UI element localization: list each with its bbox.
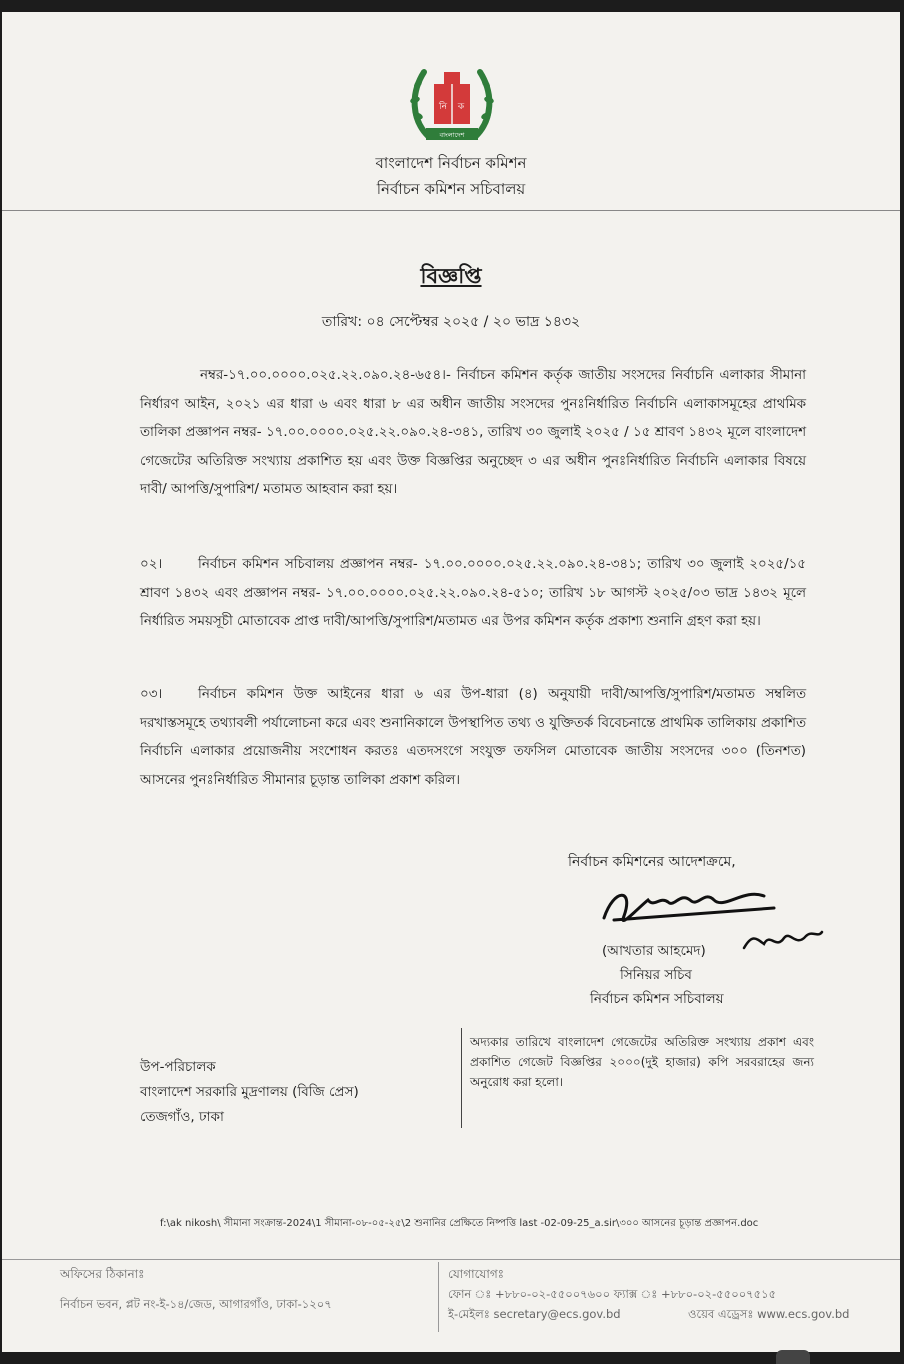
recipient-location: তেজগাঁও, ঢাকা xyxy=(140,1109,224,1125)
phone-fax: ফোন ঃ +৮৮০-০২-৫৫০০৭৬০০ ফ্যাক্স ঃ +৮৮০-০২-৫৫০০৭৫১৫ xyxy=(448,1287,777,1301)
paragraph-3 xyxy=(140,681,806,795)
request-note: অদ্যকার তারিখে বাংলাদেশ গেজেটের অতিরিক্ত সংখ্যায় প্রকাশ এবং প্রকাশিত গেজেট বিজ্ঞপ্তির ২০০০(দুই হাজার) কপি সরবরাহের জন্য অনুরোধ করা হলো। xyxy=(470,1035,814,1089)
paragraph-text: নম্বর-১৭.০০.০০০০.০২৫.২২.০৯০.২৪-৬৫৪।- নির্বাচন কমিশন কর্তৃক জাতীয় সংসদের নির্বাচনি এলাকার সীমানা নির্ধারণ আইন, ২০২১ এর ধারা ৬ এবং ধারা ৮ এর অধীন জাতীয় সংসদের পুনঃনির্ধারিত নির্বাচনি এলাকাসমূহের প্রাথমিক তালিকা প্রজ্ঞাপন নম্বর- ১৭.০০.০০০০.০২৫.২২.০৯০.২৪-৩৪১, তারিখ ৩০ জুলাই ২০২৫ / ১৫ শ্রাবণ ১৪৩২ মূলে বাংলাদেশ গেজেটের অতিরিক্ত সংখ্যায় প্রকাশিত হয় এবং উক্ত বিজ্ঞপ্তির অনুচ্ছেদ ৩ এর অধীন পুনঃনির্ধারিত নির্বাচনি এলাকার বিষয়ে দাবী/ আপত্তি/সুপারিশ/ মতামত আহবান করা হয়। xyxy=(140,368,806,497)
office-address-label: অফিসের ঠিকানাঃ xyxy=(60,1267,145,1281)
notice-document xyxy=(2,12,900,1352)
order-line: নির্বাচন কমিশনের আদেশক্রমে, xyxy=(568,854,736,870)
paragraph-2 xyxy=(140,551,806,637)
svg-text:বাংলাদেশ: বাংলাদেশ xyxy=(439,131,465,139)
request-divider xyxy=(461,1028,462,1128)
organization-name: বাংলাদেশ নির্বাচন কমিশন xyxy=(375,154,527,172)
paragraph-text: নির্বাচন কমিশন উক্ত আইনের ধারা ৬ এর উপ-ধারা (৪) অনুযায়ী দাবী/আপত্তি/সুপারিশ/মতামত সম্বলিত দরখাস্তসমূহে তথ্যাবলী পর্যালোচনা করে এবং শুনানিকালে উপস্থাপিত তথ্য ও যুক্তিতর্ক বিবেচনান্তে প্রাথমিক তালিকায় প্রকাশিত নির্বাচনি এলাকার প্রয়োজনীয় সংশোধন করতঃ এতদসংগে সংযুক্ত তফসিল মোতাবেক জাতীয় সংসদের ৩০০ (তিনশত) আসনের পুনঃনির্ধারিত সীমানার চূড়ান্ত তালিকা প্রকাশ করিল। xyxy=(140,687,806,788)
signatory-office: নির্বাচন কমিশন সচিবালয় xyxy=(590,991,724,1007)
recipient-office: বাংলাদেশ সরকারি মুদ্রণালয় (বিজি প্রেস) xyxy=(140,1084,359,1100)
file-path: f:\ak nikosh\ সীমানা সংক্রান্ত-2024\1 সীমানা-০৮-০৫-২৫\2 শুনানির প্রেক্ষিতে নিষ্পত্তি last -02-09-25_a.sir\৩০০ আসনের চূড়ান্ত প্রজ্ঞাপন.doc xyxy=(160,1218,759,1229)
signatory-designation: সিনিয়র সচিব xyxy=(620,967,692,983)
website: ওয়েব এড্রেসঃ www.ecs.gov.bd xyxy=(688,1307,850,1321)
email: ই-মেইলঃ secretary@ecs.gov.bd xyxy=(448,1307,621,1321)
paragraph-1 xyxy=(140,362,806,505)
header-divider xyxy=(2,210,900,211)
notice-title: বিজ্ঞপ্তি xyxy=(420,264,482,288)
paragraph-text: নির্বাচন কমিশন সচিবালয় প্রজ্ঞাপন নম্বর- ১৭.০০.০০০০.০২৫.২২.০৯০.২৪-৩৪১; তারিখ ৩০ জুলাই ২০২৫/১৫ শ্রাবণ ১৪৩২ এবং প্রজ্ঞাপন নম্বর- ১৭.০০.০০০০.০২৫.২২.০৯০.২৪-৫১০; তারিখ ১৮ আগস্ট ২০২৫/০৩ ভাদ্র ১৪৩২ মূলে নির্ধারিত সময়সূচী মোতাবেক প্রাপ্ত দাবী/আপত্তি/সুপারিশ/মতামত এর উপর কমিশন কর্তৃক প্রকাশ্য শুনানি গ্রহণ করা হয়। xyxy=(140,557,806,629)
footer-column-divider xyxy=(438,1262,439,1332)
svg-text:নি: নি xyxy=(439,102,447,112)
office-address: নির্বাচন ভবন, প্লট নং-ই-১৪/জেড, আগারগাঁও, ঢাকা-১২০৭ xyxy=(60,1297,332,1311)
overlay-widget[interactable] xyxy=(776,1350,810,1364)
svg-text:ক: ক xyxy=(457,102,465,112)
secretariat-name: নির্বাচন কমিশন সচিবালয় xyxy=(376,180,526,198)
footer-divider xyxy=(2,1259,900,1260)
signatory-name: (আখতার আহমেদ) xyxy=(602,943,706,959)
paragraph-number: ০৩। xyxy=(140,687,163,702)
recipient-title: উপ-পরিচালক xyxy=(140,1059,216,1075)
letterhead xyxy=(2,12,900,210)
contact-label: যোগাযোগঃ xyxy=(448,1267,505,1281)
election-commission-logo xyxy=(406,54,498,154)
recipient-block xyxy=(140,1055,359,1130)
notice-date: তারিখ: ০৪ সেপ্টেম্বর ২০২৫ / ২০ ভাদ্র ১৪৩২ xyxy=(321,314,581,330)
paragraph-number: ০২। xyxy=(140,557,163,572)
